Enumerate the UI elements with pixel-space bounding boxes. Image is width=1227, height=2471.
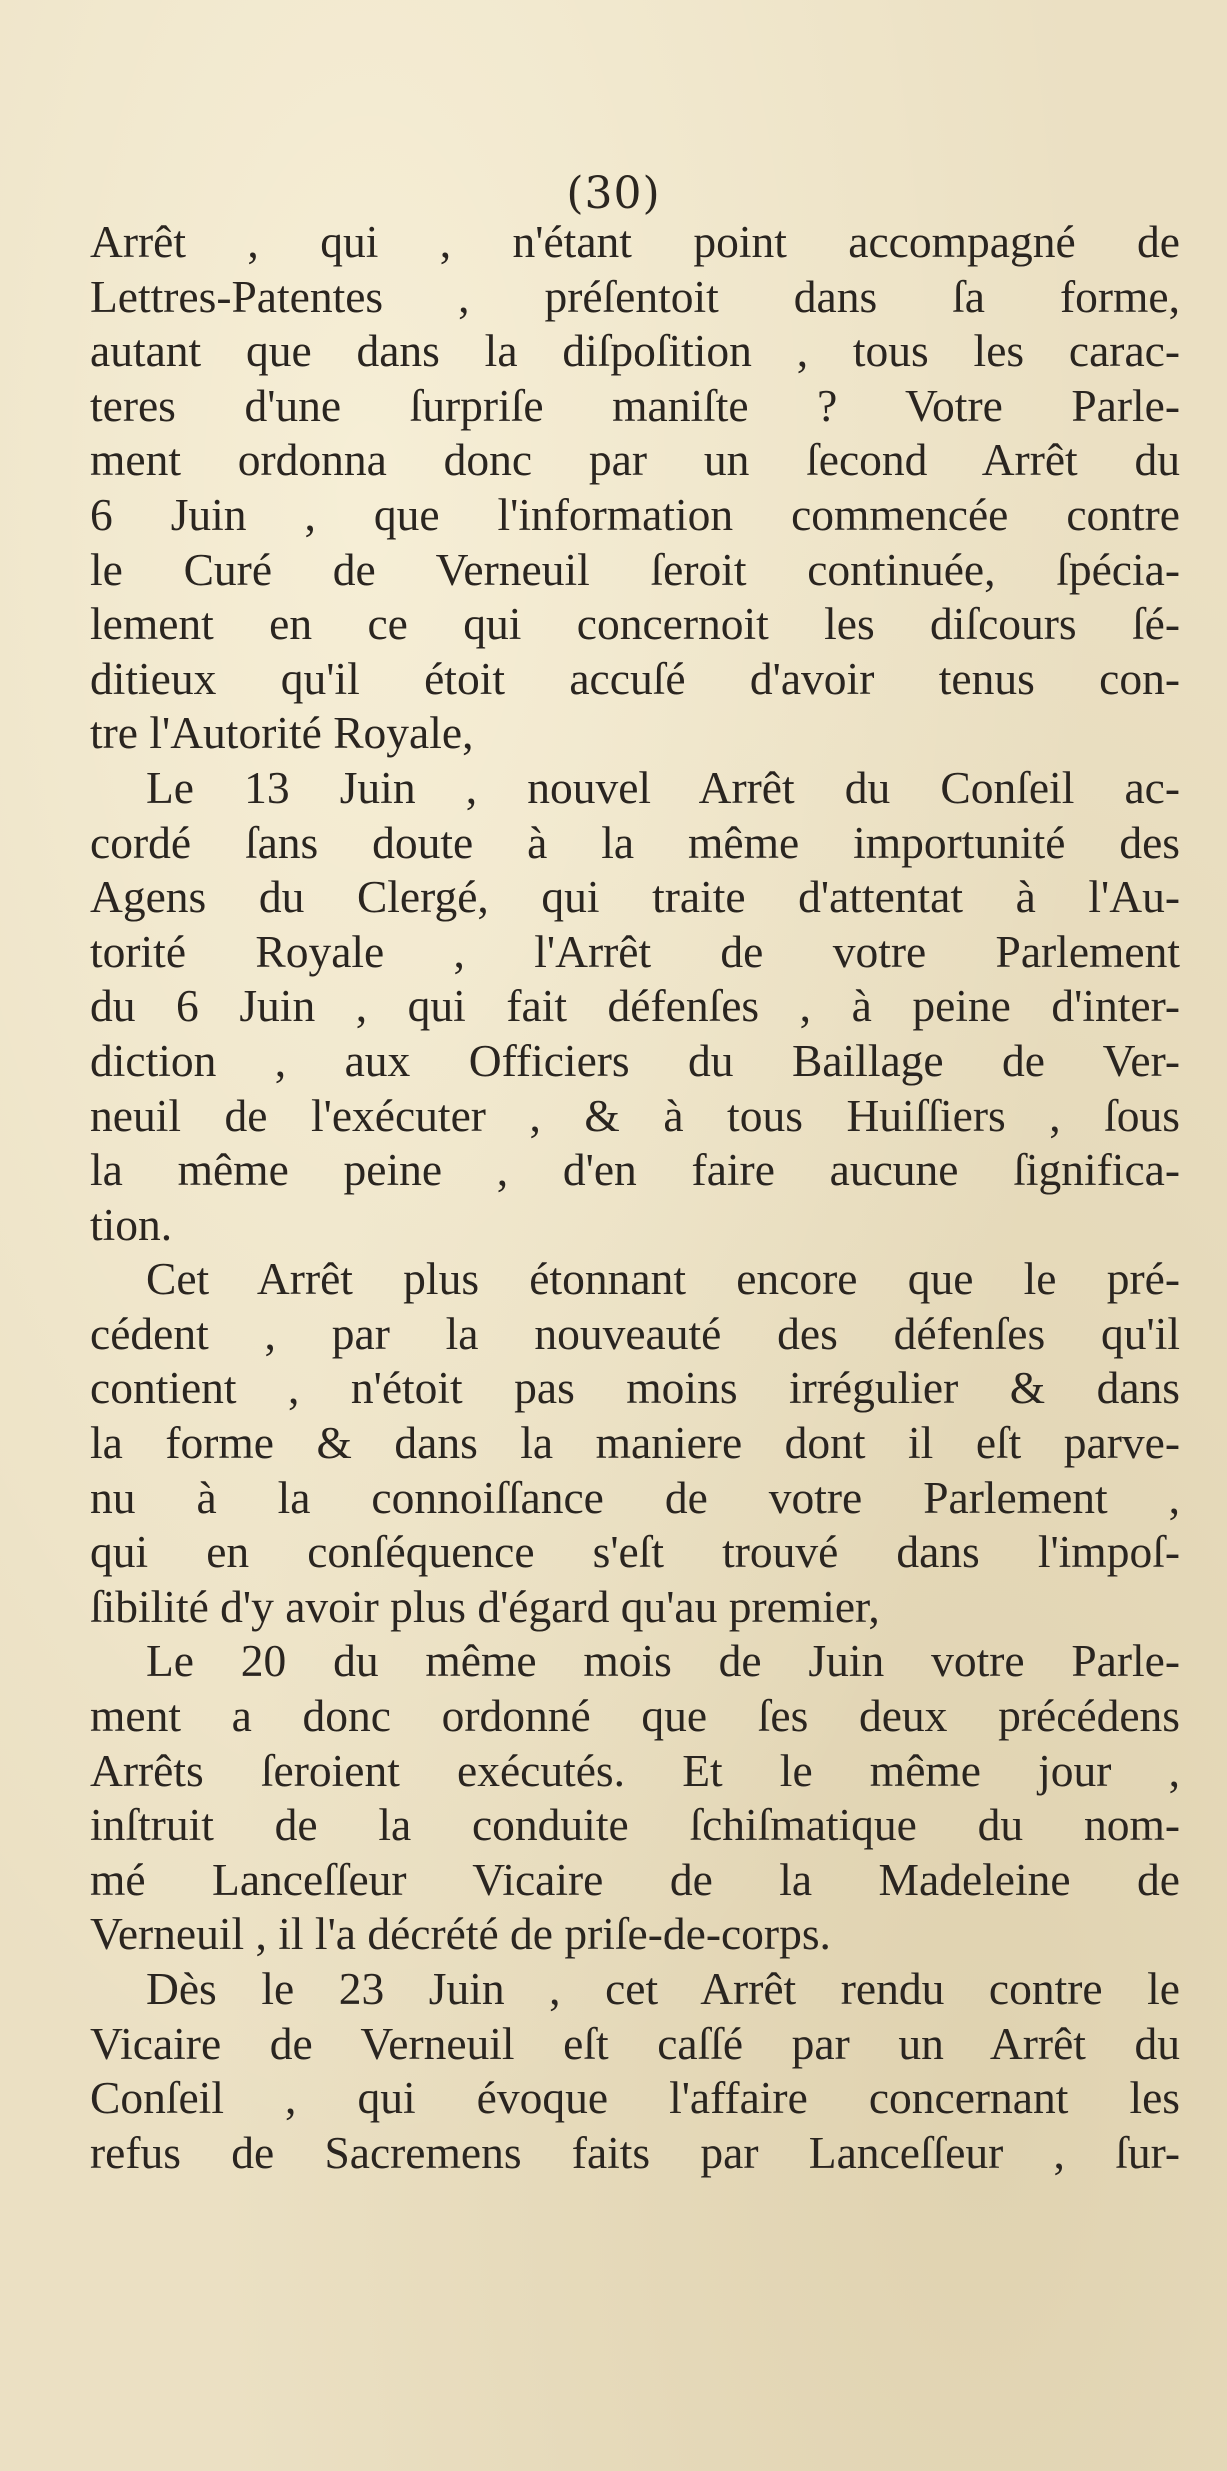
text-line: teres d'une ſurpriſe maniſte ? Votre Parle- [90,379,1180,431]
page-number: (30) [566,168,661,219]
text-line: Arrêts ſeroient exécutés. Et le même jour , [90,1744,1180,1796]
text-line: ſibilité d'y avoir plus d'égard qu'au premier, [90,1580,880,1632]
text-line: autant que dans la diſpoſition , tous les carac- [90,325,1180,377]
text-line: Verneuil , il l'a décrété de priſe-de-corps. [90,1908,831,1960]
text-line: tion. [90,1198,173,1250]
text-line: neuil de l'exécuter , & à tous Huiſſiers , ſous [90,1089,1180,1141]
text-line: Le 13 Juin , nouvel Arrêt du Conſeil ac- [146,761,1180,813]
text-line: refus de Sacremens faits par Lanceſſeur , ſur- [90,2126,1180,2178]
text-line: Agens du Clergé, qui traite d'attentat à l'Au- [90,871,1180,923]
text-line: nu à la connoiſſance de votre Parlement , [90,1471,1180,1523]
text-line: Le 20 du même mois de Juin votre Parle- [146,1635,1180,1687]
text-line: Arrêt , qui , n'étant point accompagné de [90,216,1180,267]
text-line: la forme & dans la maniere dont il eſt parve- [90,1417,1180,1469]
text-line: ment ordonna donc par un ſecond Arrêt du [90,434,1180,486]
body-text [90,215,1180,2180]
text-line: diction , aux Officiers du Baillage de Ver- [90,1034,1180,1086]
text-line: du 6 Juin , qui fait défenſes , à peine d'inter- [90,980,1180,1032]
text-line: tre l'Autorité Royale, [90,707,474,759]
text-line: torité Royale , l'Arrêt de votre Parlement [90,925,1180,977]
text-line: qui en conſéquence s'eſt trouvé dans l'impoſ- [90,1526,1180,1578]
text-line: Lettres-Patentes , préſentoit dans ſa forme, [90,270,1180,322]
text-line: Conſeil , qui évoque l'affaire concernant les [90,2072,1180,2124]
text-line: mé Lanceſſeur Vicaire de la Madeleine de [90,1853,1180,1905]
text-line: inſtruit de la conduite ſchiſmatique du nom- [90,1799,1180,1851]
text-line: Cet Arrêt plus étonnant encore que le pré- [146,1253,1180,1305]
text-line: 6 Juin , que l'information commencée contre [90,488,1180,540]
text-line: Dès le 23 Juin , cet Arrêt rendu contre le [146,1963,1180,2014]
text-line: le Curé de Verneuil ſeroit continuée, ſpécia- [90,543,1180,595]
text-line: cordé ſans doute à la même importunité des [90,816,1180,868]
text-line: lement en ce qui concernoit les diſcours ſé- [90,598,1180,650]
text-line: cédent , par la nouveauté des défenſes qu'il [90,1307,1180,1359]
text-line: ditieux qu'il étoit accuſé d'avoir tenus con- [90,652,1180,704]
text-line: Vicaire de Verneuil eſt caſſé par un Arrêt du [90,2017,1180,2069]
text-line: la même peine , d'en faire aucune ſignifica- [90,1144,1180,1196]
text-line: contient , n'étoit pas moins irrégulier & dans [90,1362,1180,1414]
text-line: ment a donc ordonné que ſes deux précédens [90,1690,1180,1742]
